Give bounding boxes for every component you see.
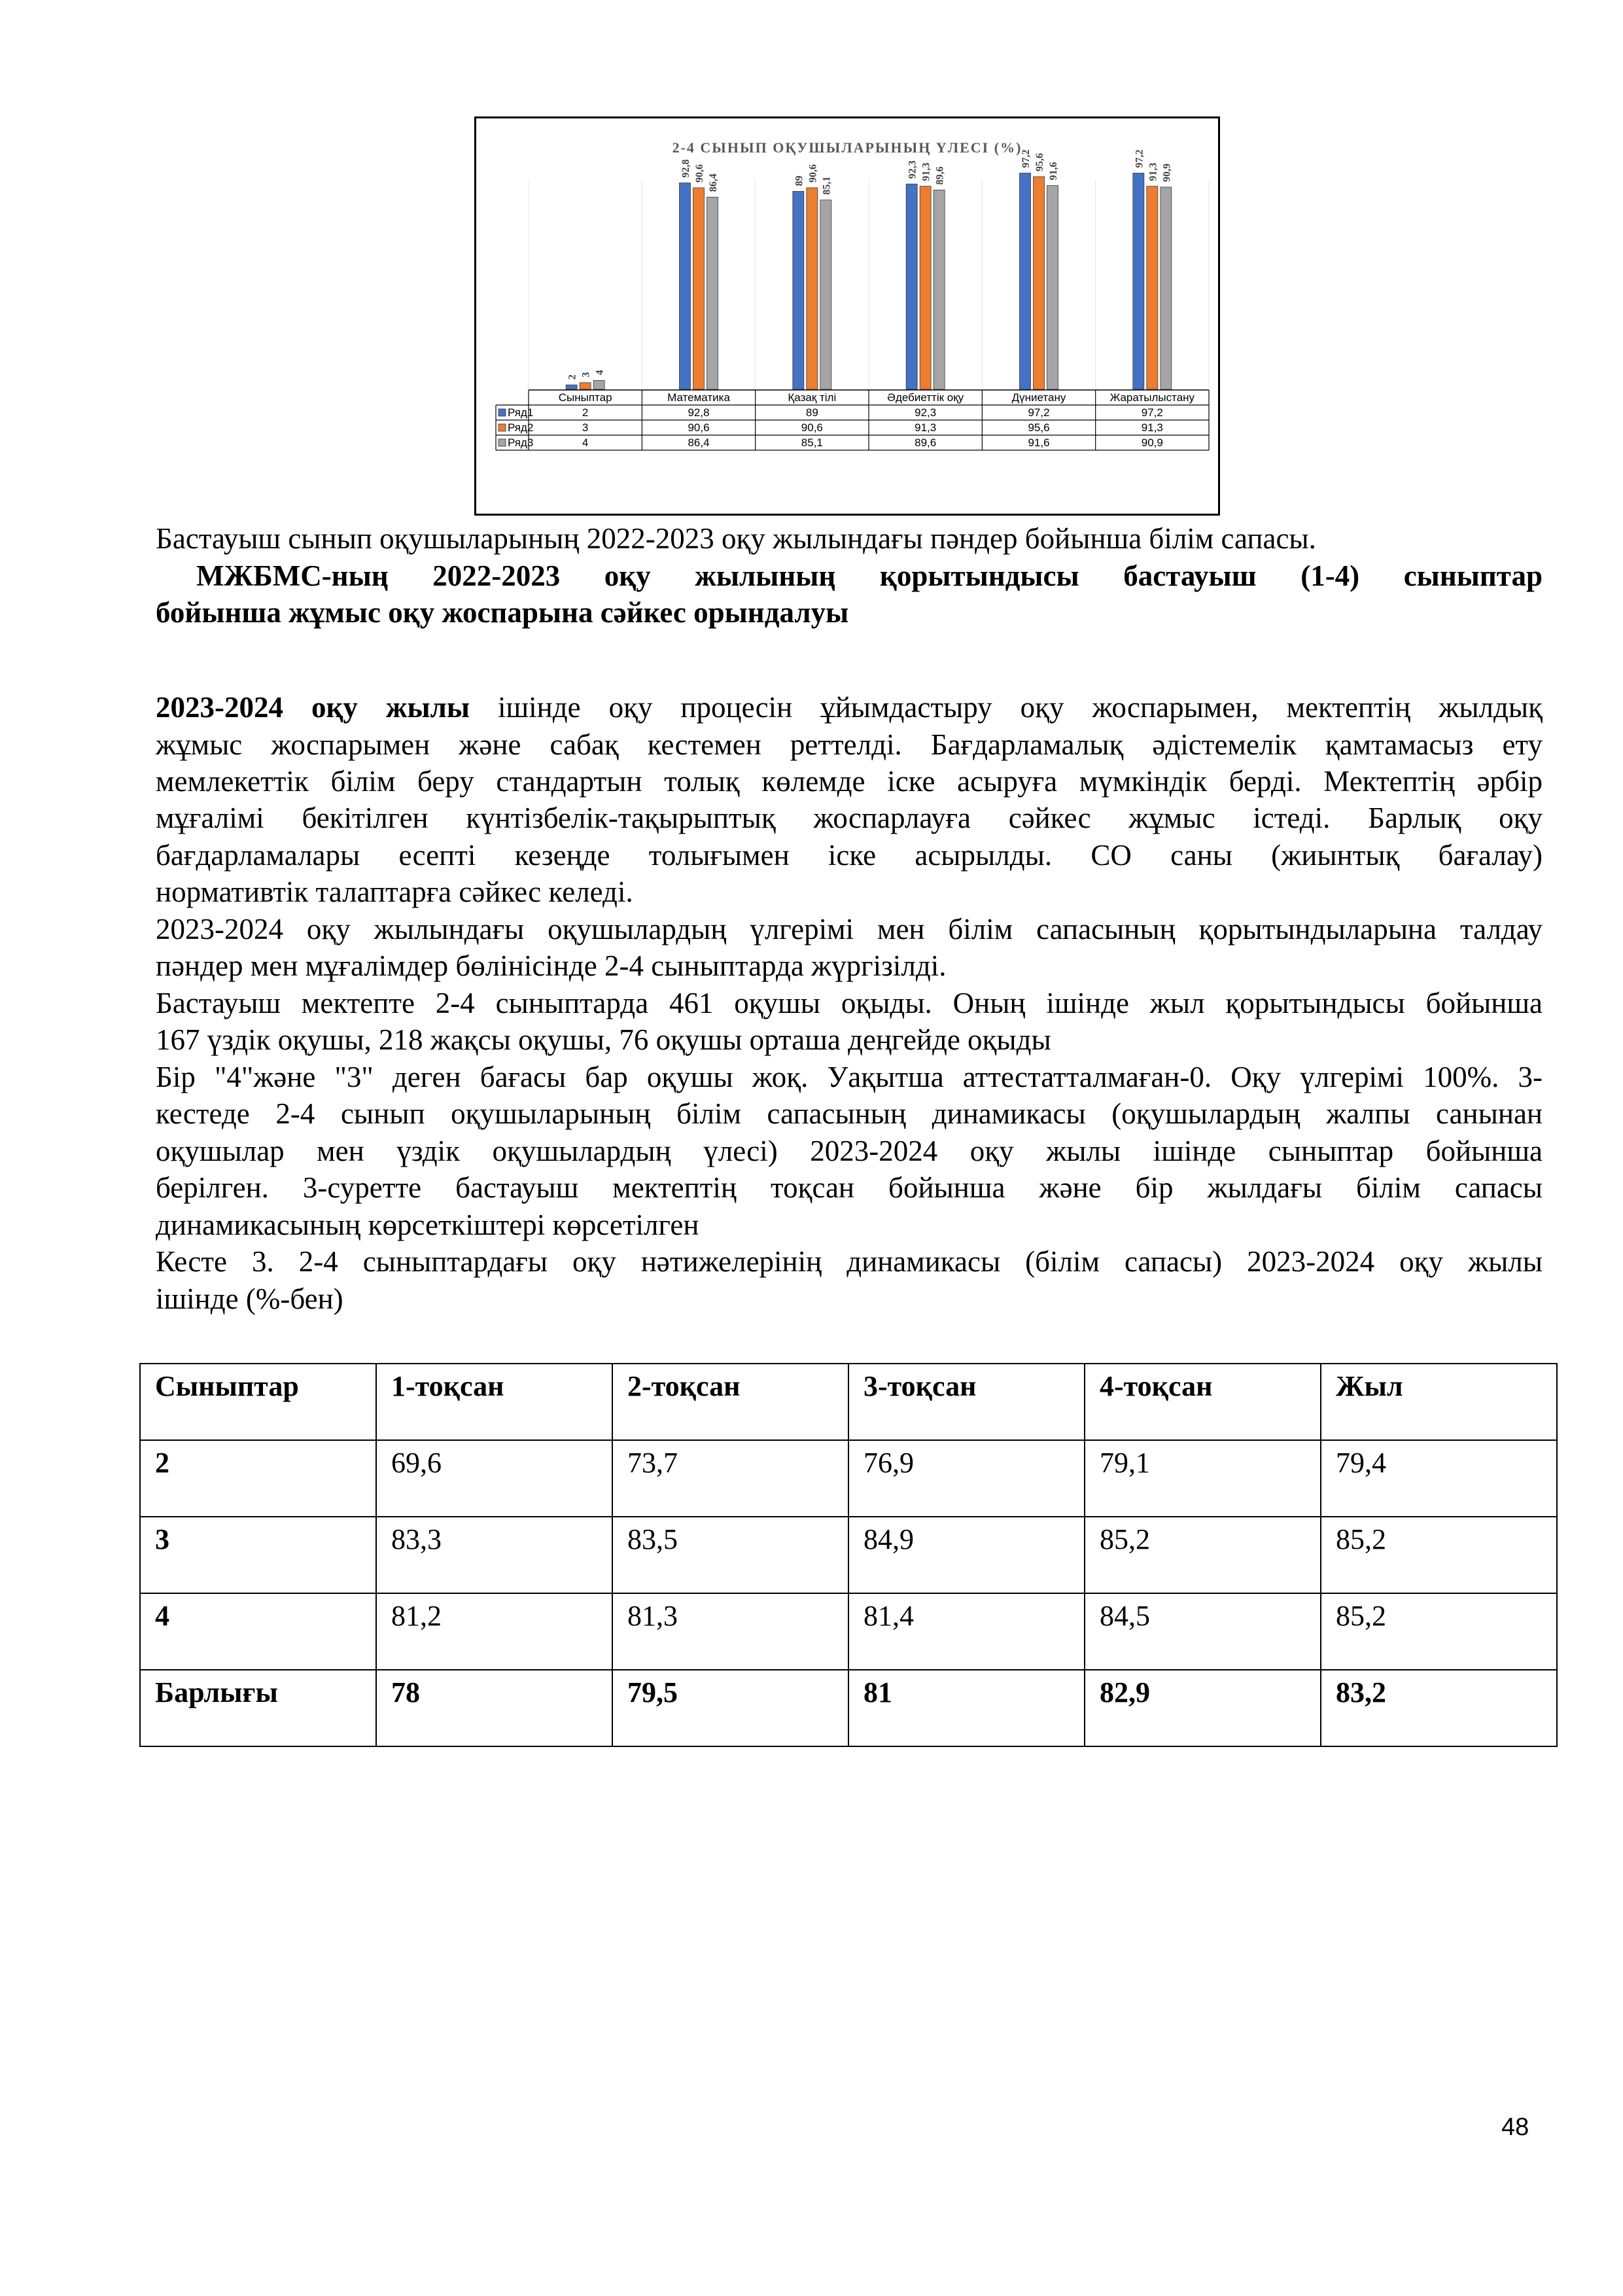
chart-category-label: Математика [667,391,730,404]
chart-data-label: 2 [567,374,578,380]
paragraph-1-line-6: нормативтік талаптарға сәйкес келеді. [156,875,633,908]
academic-year-bold: 2023-2024 оқу жылы [156,691,470,724]
table-cell: 81,2 [376,1593,612,1670]
paragraph-1-line-2: жұмыс жоспарымен және сабақ кестемен реттелді. Бағдарламалық әдістемелік қамтамасыз ету [156,728,1543,761]
chart-table-cell: 95,6 [1028,421,1050,434]
chart-data-label: 89,6 [934,166,946,185]
chart-table-cell: 97,2 [1141,406,1163,419]
paragraph-1-text: ішінде оқу процесін ұйымдастыру оқу жоспарымен, мектептің жылдық [498,691,1543,724]
chart-legend-swatch [498,424,506,431]
table-total-cell: 82,9 [1085,1670,1321,1746]
section-heading-line2: бойынша жұмыс оқу жоспарына сәйкес орындалуы [156,596,849,629]
table-header-cell: 1-тоқсан [376,1364,612,1440]
table-total-row [140,1670,1557,1746]
chart-table-cell: 89,6 [915,436,937,449]
chart-data-label: 89 [794,175,805,186]
paragraph-1-line-1 [156,689,1543,726]
paragraph-4-line-5: динамикасының көрсеткіштері көрсетілген [156,1209,699,1241]
table-header-cell: 2-тоқсан [612,1364,848,1440]
table-total-cell: 79,5 [612,1670,848,1746]
chart-table-cell: 92,3 [915,406,937,419]
paragraph-4-line-4: берілген. 3-суретте бастауыш мектептің тоқсан бойынша және бір жылдағы білім сапасы [156,1171,1543,1204]
chart-legend-label: Ряд1 [508,406,534,419]
chart-bar [593,380,604,389]
table-total-cell: 81 [848,1670,1085,1746]
table-caption-line-1: Кесте 3. 2-4 сыныптардағы оқу нәтижелерінің динамикасы (білім сапасы) 2023-2024 оқу жылы [156,1245,1543,1278]
table-cell: 4 [140,1593,376,1670]
chart-legend-label: Ряд3 [508,436,534,449]
table-cell: 85,2 [1321,1593,1557,1670]
chart-data-label: 97,2 [1134,149,1145,168]
table-header-cell: 3-тоқсан [848,1364,1085,1440]
chart-data-label: 92,8 [680,159,691,178]
paragraph-3-line-1: Бастауыш мектепте 2-4 сыныптарда 461 оқушы оқыды. Оның ішінде жыл қорытындысы бойынша [156,987,1543,1019]
page-number: 48 [1501,2113,1529,2141]
chart-bar [566,385,577,389]
chart-legend-swatch [498,409,506,416]
chart-bar [1047,186,1058,389]
table-cell: 84,9 [848,1517,1085,1593]
chart-bar [934,190,945,389]
chart-data-label: 91,3 [920,162,932,181]
table-total-cell: Барлығы [140,1670,376,1746]
table-cell: 79,4 [1321,1440,1557,1517]
chart-category-label: Дүниетану [1011,391,1066,404]
table-cell: 79,1 [1085,1440,1321,1517]
chart-table-cell: 86,4 [688,436,710,449]
chart-bar [580,383,591,389]
chart-legend-label: Ряд2 [508,421,534,434]
table-header-cell: Сыныптар [140,1364,376,1440]
chart-bar [1133,173,1144,389]
chart-bar [920,186,931,389]
table-cell: 76,9 [848,1440,1085,1517]
table-cell: 85,2 [1085,1517,1321,1593]
chart-category-label: Жаратылыстану [1109,391,1195,404]
quality-dynamics-table [139,1363,1558,1747]
table-row [140,1440,1557,1517]
chart-data-label: 90,6 [807,164,819,183]
chart-table-cell: 92,8 [688,406,710,419]
table-cell: 81,3 [612,1593,848,1670]
chart-category-label: Қазақ тілі [788,391,837,404]
table-header-cell: 4-тоқсан [1085,1364,1321,1440]
chart-data-label: 90,6 [694,164,705,183]
chart-data-label: 86,4 [708,173,719,192]
chart-data-label: 85,1 [821,176,833,195]
chart-bar [707,197,718,389]
table-total-cell: 83,2 [1321,1670,1557,1746]
paragraph-1-line-5: бағдарламалары есепті кезеңде толығымен іске асырылды. СО саны (жиынтық бағалау) [156,839,1543,872]
chart-table-cell: 89 [805,406,818,419]
chart-data-label: 92,3 [907,160,918,179]
chart-title: 2-4 СЫНЫП ОҚУШЫЛАРЫНЫҢ ҮЛЕСІ (%) [672,139,1022,156]
paragraph-1-line-4: мұғалімі бекітілген күнтізбелік-тақырыптық жоспарлауға сәйкес жұмыс істеді. Барлық оқу [156,802,1543,834]
table-header-cell: Жыл [1321,1364,1557,1440]
table-cell: 73,7 [612,1440,848,1517]
paragraph-4-line-2: кестеде 2-4 сынып оқушыларының білім сапасының динамикасы (оқушылардың жалпы санынан [156,1097,1543,1130]
table-caption-line-2: ішінде (%-бен) [156,1282,343,1315]
chart-data-label: 4 [594,370,606,376]
chart-table-cell: 2 [582,406,589,419]
paragraph-4-line-1: Бір "4"және "3" деген бағасы бар оқушы жоқ. Уақытша аттестатталмаған-0. Оқу үлгерімі 100%. 3- [156,1061,1543,1093]
chart-table-cell: 91,6 [1028,436,1050,449]
table-total-cell: 78 [376,1670,612,1746]
paragraph-4-line-3: оқушылар мен үздік оқушылардың үлесі) 2023-2024 оқу жылы ішінде сыныптар бойынша [156,1135,1543,1167]
chart-table-cell: 90,9 [1141,436,1163,449]
chart-table-cell: 91,3 [1141,421,1163,434]
table-row [140,1593,1557,1670]
quality-bar-chart [474,116,1220,516]
chart-bar [1034,177,1045,389]
section-heading-line1: МЖБМС-ның 2022-2023 оқу жылының қорытындысы бастауыш (1-4) сыныптар [196,559,1543,592]
chart-table-cell: 3 [582,421,589,434]
chart-table-cell: 90,6 [688,421,710,434]
chart-bar [680,183,691,389]
chart-table-cell: 85,1 [801,436,823,449]
table-cell: 3 [140,1517,376,1593]
chart-bar [807,188,818,389]
chart-data-label: 97,2 [1021,149,1032,168]
chart-bar [820,200,831,389]
paragraph-3-line-2: 167 үздік оқушы, 218 жақсы оқушы, 76 оқушы орташа деңгейде оқыды [156,1023,1051,1056]
table-cell: 81,4 [848,1593,1085,1670]
table-cell: 69,6 [376,1440,612,1517]
paragraph-1-line-3: мемлекеттік білім беру стандартын толық көлемде іске асыруға мүмкіндік берді. Мектептің әрбір [156,765,1543,798]
paragraph-2-line-1: 2023-2024 оқу жылындағы оқушылардың үлгерімі мен білім сапасының қорытындыларына талдау [156,913,1543,945]
table-cell: 2 [140,1440,376,1517]
chart-bar [1020,173,1031,389]
chart-caption: Бастауыш сынып оқушыларының 2022-2023 оқу жылындағы пәндер бойынша білім сапасы. [156,522,1316,555]
chart-table-cell: 91,3 [915,421,937,434]
paragraph-2-line-2: пәндер мен мұғалімдер бөлінісінде 2-4 сыныптарда жүргізілді. [156,949,947,982]
table-cell: 85,2 [1321,1517,1557,1593]
chart-category-label: Сыныптар [558,391,612,404]
table-cell: 83,3 [376,1517,612,1593]
table-row [140,1517,1557,1593]
chart-data-label: 91,3 [1147,162,1159,181]
chart-table-cell: 90,6 [801,421,823,434]
chart-bar [1161,187,1172,389]
chart-data-label: 91,6 [1048,162,1059,181]
chart-canvas [476,118,1218,514]
table-cell: 84,5 [1085,1593,1321,1670]
chart-data-label: 95,6 [1034,152,1045,171]
chart-category-label: Әдебиеттік оқу [887,391,964,404]
chart-legend-swatch [498,439,506,446]
chart-table-cell: 97,2 [1028,406,1050,419]
chart-bar [906,184,917,389]
table-header-row [140,1364,1557,1440]
chart-bar [1147,186,1158,389]
chart-data-label: 90,9 [1161,163,1173,182]
table-cell: 83,5 [612,1517,848,1593]
chart-bar [793,191,804,389]
chart-table-cell: 4 [582,436,589,449]
chart-data-label: 3 [580,372,592,378]
chart-bar [693,188,705,389]
